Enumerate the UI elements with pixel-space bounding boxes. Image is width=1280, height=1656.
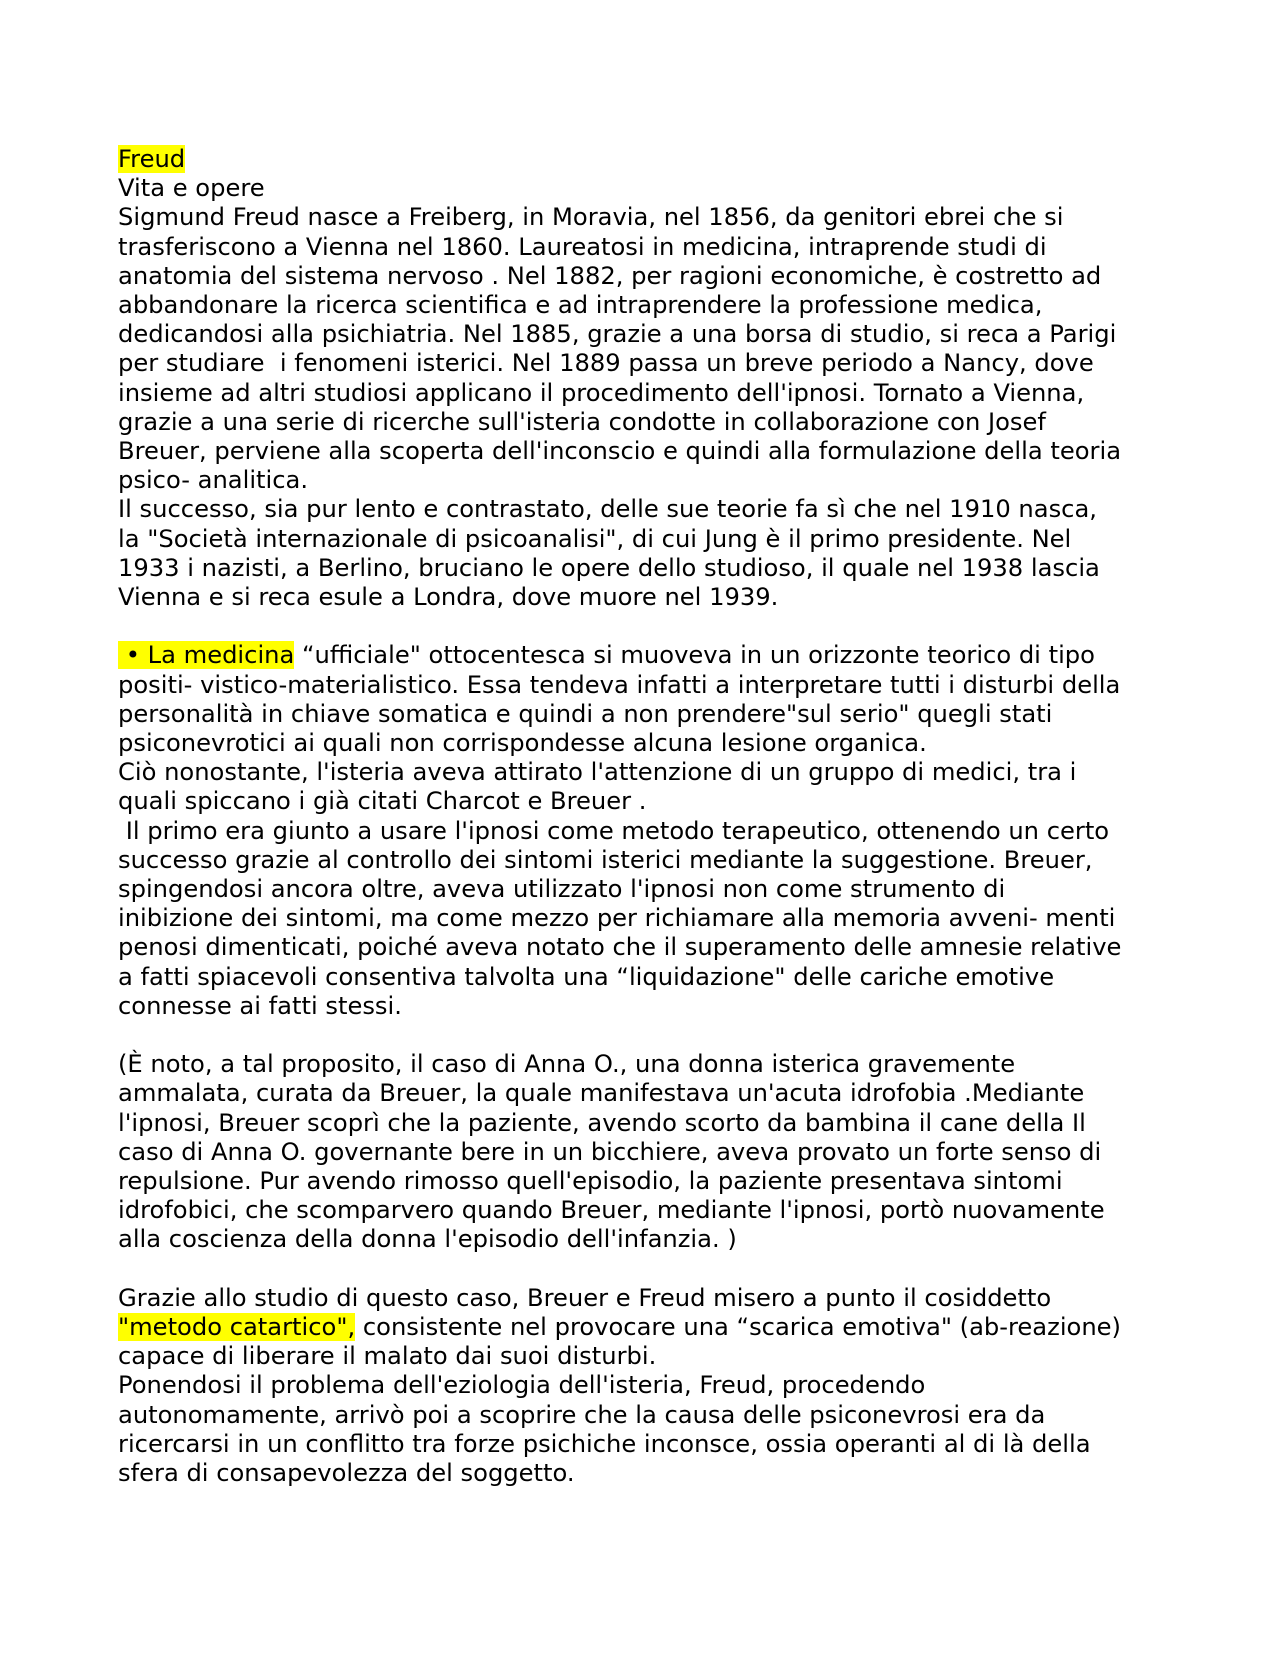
text-line: trasferiscono a Vienna nel 1860. Laureatosi in medicina, intraprende studi di	[118, 232, 1047, 261]
paragraph-hypnosis	[118, 817, 1180, 1021]
paragraph-hysteria	[118, 758, 1180, 816]
paragraph-success	[118, 495, 1180, 612]
text-line: Vienna e si reca esule a Londra, dove muore nel 1939.	[118, 583, 779, 612]
document-page	[118, 145, 1180, 1488]
text-line: psico- analitica.	[118, 466, 309, 495]
text-line: anatomia del sistema nervoso . Nel 1882, per ragioni economiche, è costretto ad	[118, 261, 1102, 290]
text-line: ricercarsi in un conflitto tra forze psichiche inconsce, ossia operanti al di là della	[118, 1429, 1091, 1458]
text-line: Ciò nonostante, l'isteria aveva attirato l'attenzione di un gruppo di medici, tra i	[118, 758, 1077, 787]
text-run: “ufficiale" ottocentesca si muoveva in un orizzonte teorico di tipo	[294, 641, 1095, 670]
text-line: autonomamente, arrivò poi a scoprire che la causa delle psiconevrosi era da	[118, 1400, 1046, 1429]
doc-subtitle: Vita e opere	[118, 174, 265, 203]
paragraph-biography	[118, 203, 1180, 495]
text-line: insieme ad altri studiosi applicano il procedimento dell'ipnosi. Tornato a Vienna,	[118, 378, 1085, 407]
text-line: successo grazie al controllo dei sintomi isterici mediante la suggestione. Breuer,	[118, 845, 1093, 874]
text-line: (È noto, a tal proposito, il caso di Anna O., una donna isterica gravemente	[118, 1050, 1016, 1079]
paragraph-medicine	[118, 641, 1180, 758]
text-line: la "Società internazionale di psicoanalisi", di cui Jung è il primo presidente. Nel	[118, 524, 1072, 553]
text-line: capace di liberare il malato dai suoi disturbi.	[118, 1342, 657, 1371]
paragraph-anna-o	[118, 1050, 1180, 1254]
text-line: sfera di consapevolezza del soggetto.	[118, 1459, 575, 1488]
text-run: consistente nel provocare una “scarica emotiva" (ab-reazione)	[355, 1313, 1121, 1342]
paragraph-gap	[118, 1021, 1180, 1050]
cathartic-highlight: "metodo catartico",	[118, 1313, 356, 1342]
text-line: caso di Anna O. governante bere in un bicchiere, aveva provato un forte senso di	[118, 1137, 1102, 1166]
text-line	[118, 1313, 1180, 1342]
text-line: grazie a una serie di ricerche sull'isteria condotte in collaborazione con Josef	[118, 407, 1046, 436]
text-line: Il successo, sia pur lento e contrastato, delle sue teorie fa sì che nel 1910 nasca,	[118, 495, 1097, 524]
doc-title	[118, 145, 1180, 174]
text-line: psiconevrotici ai quali non corrispondesse alcuna lesione organica.	[118, 729, 927, 758]
text-line: repulsione. Pur avendo rimosso quell'episodio, la paziente presentava sintomi	[118, 1167, 1063, 1196]
text-line: Sigmund Freud nasce a Freiberg, in Moravia, nel 1856, da genitori ebrei che si	[118, 203, 1064, 232]
medicine-highlight: • La medicina	[118, 641, 295, 670]
text-line: 1933 i nazisti, a Berlino, bruciano le opere dello studioso, il quale nel 1938 lascia	[118, 553, 1100, 582]
title-highlight: Freud	[118, 145, 186, 173]
text-line: connesse ai fatti stessi.	[118, 991, 402, 1020]
text-line	[118, 641, 1180, 670]
text-line: idrofobici, che scomparvero quando Breuer, mediante l'ipnosi, portò nuovamente	[118, 1196, 1105, 1225]
text-line: dedicandosi alla psichiatria. Nel 1885, grazie a una borsa di studio, si reca a Parigi	[118, 320, 1117, 349]
paragraph-gap	[118, 612, 1180, 641]
text-line: l'ipnosi, Breuer scoprì che la paziente, avendo scorto da bambina il cane della Il	[118, 1108, 1086, 1137]
text-line: positi- vistico-materialistico. Essa tendeva infatti a interpretare tutti i disturbi della	[118, 670, 1121, 699]
text-line: per studiare i fenomeni isterici. Nel 1889 passa un breve periodo a Nancy, dove	[118, 349, 1094, 378]
text-line: alla coscienza della donna l'episodio dell'infanzia. )	[118, 1225, 737, 1254]
paragraph-etiology	[118, 1371, 1180, 1488]
text-line: spingendosi ancora oltre, aveva utilizzato l'ipnosi non come strumento di	[118, 875, 1006, 904]
text-line: inibizione dei sintomi, ma come mezzo per richiamare alla memoria avveni- menti	[118, 904, 1116, 933]
text-line: abbandonare la ricerca scientifica e ad intraprendere la professione medica,	[118, 291, 1043, 320]
text-line: penosi dimenticati, poiché aveva notato che il superamento delle amnesie relative	[118, 933, 1122, 962]
text-line: Breuer, perviene alla scoperta dell'inconscio e quindi alla formulazione della teoria	[118, 437, 1122, 466]
text-line: Grazie allo studio di questo caso, Breuer e Freud misero a punto il cosiddetto	[118, 1283, 1052, 1312]
text-line: ammalata, curata da Breuer, la quale manifestava un'acuta idrofobia .Mediante	[118, 1079, 1085, 1108]
text-line: Ponendosi il problema dell'eziologia dell'isteria, Freud, procedendo	[118, 1371, 926, 1400]
text-line: a fatti spiacevoli consentiva talvolta una “liquidazione" delle cariche emotive	[118, 962, 1055, 991]
paragraph-cathartic-method	[118, 1284, 1180, 1372]
paragraph-gap	[118, 1255, 1180, 1284]
text-line: Il primo era giunto a usare l'ipnosi come metodo terapeutico, ottenendo un certo	[118, 816, 1110, 845]
text-line: quali spiccano i già citati Charcot e Breuer .	[118, 787, 647, 816]
text-line: personalità in chiave somatica e quindi a non prendere"sul serio" quegli stati	[118, 699, 1053, 728]
